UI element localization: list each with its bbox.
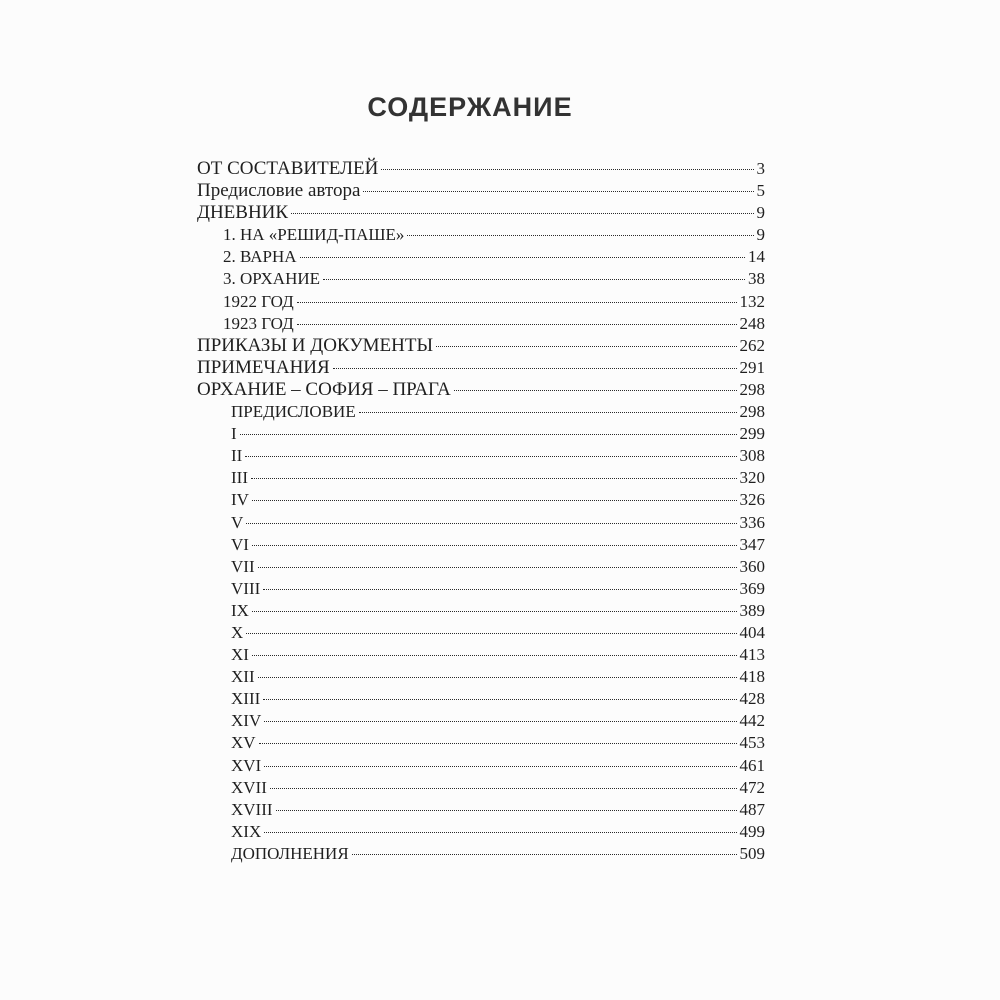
- toc-entry-page-number: 9: [756, 203, 765, 223]
- dot-leader: [258, 677, 737, 678]
- toc-entry: [197, 313, 765, 335]
- toc-entry: [197, 534, 765, 556]
- toc-entry: [197, 268, 765, 290]
- dot-leader: [240, 434, 737, 435]
- toc-entry-page-number: 14: [748, 247, 765, 267]
- toc-entry: [197, 291, 765, 313]
- dot-leader: [297, 324, 737, 325]
- toc-entry-label: XVII: [231, 777, 267, 797]
- toc-entry-label: VI: [231, 534, 249, 554]
- toc-entry-label: IX: [231, 600, 249, 620]
- toc-entry-label: XVIII: [231, 799, 273, 819]
- dot-leader: [323, 279, 745, 280]
- toc-entry-page-number: 132: [739, 291, 765, 311]
- toc-entry-page-number: 404: [739, 622, 765, 642]
- dot-leader: [297, 302, 737, 303]
- toc-entry: [197, 821, 765, 843]
- toc-entry-label: III: [231, 468, 248, 488]
- toc-entry-label: ДНЕВНИК: [197, 202, 289, 224]
- toc-entry-label: XVI: [231, 755, 262, 775]
- toc-entry: [197, 467, 765, 489]
- toc-entry: [197, 556, 765, 578]
- toc-entry-page-number: 248: [739, 313, 765, 333]
- toc-entry: [197, 224, 765, 246]
- toc-entry-page-number: 347: [739, 534, 765, 554]
- toc-entry-page-number: 360: [739, 556, 765, 576]
- toc-entry-label: ДОПОЛНЕНИЯ: [231, 843, 349, 863]
- toc-entry-page-number: 472: [739, 777, 765, 797]
- toc-entry-page-number: 487: [739, 799, 765, 819]
- dot-leader: [252, 500, 737, 501]
- toc-entry-label: XI: [231, 645, 249, 665]
- dot-leader: [251, 478, 737, 479]
- toc-entry: [197, 379, 765, 401]
- dot-leader: [252, 655, 737, 656]
- toc-entry-page-number: 428: [739, 689, 765, 709]
- toc-entry: [197, 799, 765, 821]
- toc-entry: [197, 710, 765, 732]
- toc-entry-label: ПРИКАЗЫ И ДОКУМЕНТЫ: [197, 334, 434, 356]
- toc-entry-page-number: 262: [739, 335, 765, 355]
- dot-leader: [407, 235, 753, 236]
- toc-entry: [197, 688, 765, 710]
- toc-entry-page-number: 418: [739, 667, 765, 687]
- toc-entry-label: Предисловие автора: [197, 180, 361, 202]
- dot-leader: [264, 721, 736, 722]
- dot-leader: [300, 257, 745, 258]
- toc-entry-page-number: 308: [739, 446, 765, 466]
- toc-entry-page-number: 5: [756, 181, 765, 201]
- toc-entry-page-number: 3: [756, 159, 765, 178]
- toc-entry-page-number: 298: [739, 379, 765, 399]
- toc-entry: [197, 732, 765, 754]
- dot-leader: [454, 390, 737, 391]
- toc-entry-label: ОТ СОСТАВИТЕЛЕЙ: [197, 158, 379, 179]
- toc-entry-label: VII: [231, 556, 255, 576]
- toc-entry-label: XII: [231, 667, 255, 687]
- toc-entry-label: IV: [231, 490, 249, 510]
- dot-leader: [352, 854, 737, 855]
- toc-entry: [197, 512, 765, 534]
- toc-entry-page-number: 320: [739, 468, 765, 488]
- toc-entry-label: II: [231, 446, 243, 466]
- toc-entry: [197, 777, 765, 799]
- toc-entry-label: ПРИМЕЧАНИЯ: [197, 356, 330, 378]
- toc-entry-page-number: 442: [739, 711, 765, 731]
- toc-entry-label: X: [231, 622, 244, 642]
- toc-entry: [197, 357, 765, 379]
- dot-leader: [333, 368, 737, 369]
- toc-entry-page-number: 461: [739, 755, 765, 775]
- toc-entry-label: 3. ОРХАНИЕ: [223, 269, 321, 289]
- toc-entry: [197, 578, 765, 600]
- dot-leader: [270, 788, 737, 789]
- toc-entry-label: XIX: [231, 821, 262, 841]
- toc-entry: [197, 202, 765, 224]
- toc-entry-label: XIV: [231, 711, 262, 731]
- toc-entry-page-number: 389: [739, 600, 765, 620]
- toc-entry: [197, 246, 765, 268]
- dot-leader: [245, 456, 736, 457]
- toc-entry: [197, 666, 765, 688]
- toc-entry: [197, 423, 765, 445]
- page-title: СОДЕРЖАНИЕ: [367, 92, 573, 122]
- dot-leader: [252, 611, 737, 612]
- dot-leader: [381, 169, 753, 170]
- toc-entry: [197, 755, 765, 777]
- toc-entry-label: 1923 ГОД: [223, 313, 294, 333]
- toc-entry: [197, 335, 765, 357]
- toc-entry-label: XV: [231, 733, 256, 753]
- toc-entry-page-number: 369: [739, 578, 765, 598]
- toc-entry-label: XIII: [231, 689, 261, 709]
- toc-entry-label: VIII: [231, 578, 261, 598]
- dot-leader: [252, 545, 737, 546]
- toc-entry-page-number: 413: [739, 645, 765, 665]
- toc-entry-page-number: 299: [739, 424, 765, 444]
- toc-entry-page-number: 509: [739, 843, 765, 863]
- toc-entry-page-number: 336: [739, 512, 765, 532]
- dot-leader: [276, 810, 737, 811]
- dot-leader: [359, 412, 737, 413]
- dot-leader: [263, 699, 736, 700]
- toc-entry: [197, 644, 765, 666]
- toc-entry: [197, 180, 765, 202]
- dot-leader: [363, 191, 753, 192]
- dot-leader: [291, 213, 753, 214]
- toc-entry-label: 1. НА «РЕШИД-ПАШЕ»: [223, 225, 405, 245]
- dot-leader: [258, 567, 737, 568]
- toc-entry-page-number: 326: [739, 490, 765, 510]
- toc-entry-page-number: 298: [739, 402, 765, 422]
- dot-leader: [263, 589, 736, 590]
- toc-entry-label: ОРХАНИЕ – СОФИЯ – ПРАГА: [197, 378, 451, 400]
- table-of-contents: [197, 158, 765, 865]
- toc-entry: [197, 158, 765, 180]
- toc-entry-page-number: 38: [748, 269, 765, 289]
- toc-entry: [197, 489, 765, 511]
- toc-entry-label: V: [231, 512, 244, 532]
- toc-entry-label: I: [231, 424, 237, 444]
- toc-entry-page-number: 453: [739, 733, 765, 753]
- toc-entry-label: 2. ВАРНА: [223, 247, 297, 267]
- toc-entry-page-number: 291: [739, 357, 765, 377]
- dot-leader: [246, 523, 736, 524]
- toc-entry: [197, 445, 765, 467]
- toc-entry: [197, 622, 765, 644]
- dot-leader: [264, 766, 736, 767]
- dot-leader: [246, 633, 736, 634]
- toc-entry-label: ПРЕДИСЛОВИЕ: [231, 402, 356, 422]
- dot-leader: [436, 346, 736, 347]
- toc-entry: [197, 600, 765, 622]
- toc-entry: [197, 401, 765, 423]
- toc-entry: [197, 843, 765, 865]
- dot-leader: [264, 832, 736, 833]
- dot-leader: [259, 743, 737, 744]
- toc-entry-label: 1922 ГОД: [223, 291, 294, 311]
- toc-entry-page-number: 9: [756, 225, 765, 245]
- toc-entry-page-number: 499: [739, 821, 765, 841]
